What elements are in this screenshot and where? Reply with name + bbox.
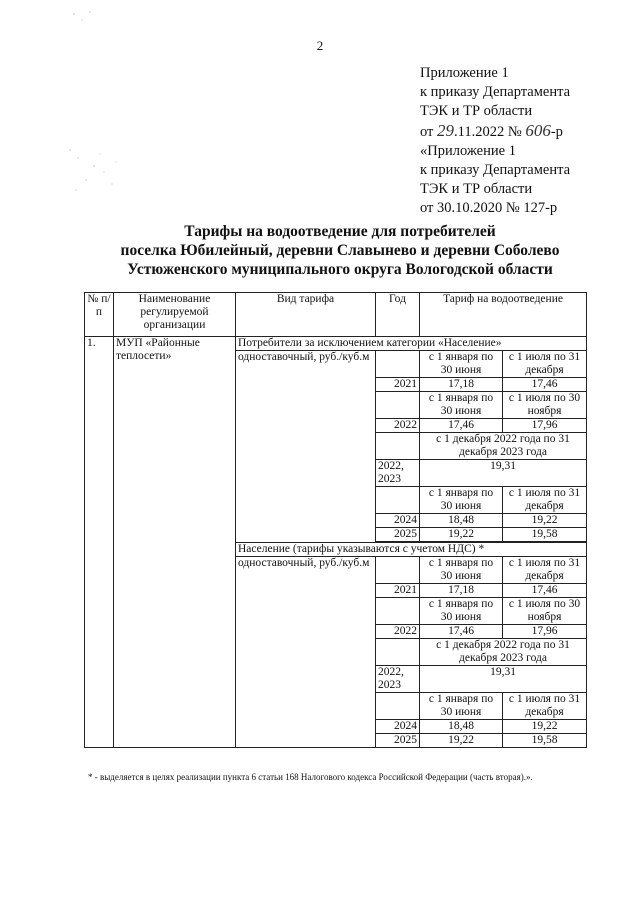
approval-block [420, 64, 570, 218]
period-cell: с 1 января по 30 июня [420, 487, 503, 514]
approval-line-1: Приложение 1 [420, 65, 509, 81]
year-cell [376, 392, 420, 419]
year-cell [376, 351, 420, 378]
approval-line-8: от 30.10.2020 № 127-р [420, 200, 558, 216]
value-cell: 17,18 [420, 584, 503, 598]
approval-order-date-line [420, 121, 570, 142]
value-cell: 19,22 [503, 514, 587, 528]
value-cell: 19,31 [420, 460, 587, 487]
organization-name: МУП «Районные теплосети» [114, 337, 236, 748]
value-cell: 19,58 [503, 528, 587, 542]
document-title [60, 222, 620, 279]
period-cell: с 1 декабря 2022 года по 31 декабря 2023 года [420, 433, 587, 460]
period-cell: с 1 июля по 31 декабря [503, 693, 587, 720]
value-cell: 18,48 [420, 514, 503, 528]
value-cell: 17,46 [503, 584, 587, 598]
tariff-type: одноставочный, руб./куб.м [236, 557, 376, 748]
value-cell: 17,96 [503, 419, 587, 433]
header-year: Год [376, 293, 420, 337]
value-cell: 19,58 [503, 734, 587, 748]
year-cell: 2022 [376, 419, 420, 433]
year-cell [376, 557, 420, 584]
period-cell: с 1 января по 30 июня [420, 351, 503, 378]
scan-noise-decoration [64, 0, 128, 200]
year-cell: 2024 [376, 720, 420, 734]
table-header-row [85, 293, 587, 337]
title-line-1: Тарифы на водоотведение для потребителей [184, 223, 496, 240]
period-cell: с 1 июля по 31 декабря [503, 557, 587, 584]
title-line-2: поселка Юбилейный, деревни Славынево и деревни Соболево [120, 242, 560, 259]
header-num: № п/п [85, 293, 114, 337]
year-cell [376, 598, 420, 625]
period-cell: с 1 июля по 30 ноября [503, 598, 587, 625]
handwritten-order-number: 606 [525, 121, 551, 140]
year-cell: 2025 [376, 528, 420, 542]
value-cell: 19,22 [420, 528, 503, 542]
approval-line-7: ТЭК и ТР области [420, 181, 533, 197]
value-cell: 18,48 [420, 720, 503, 734]
period-cell: с 1 января по 30 июня [420, 693, 503, 720]
approval-line-6: к приказу Департамента [420, 162, 571, 178]
header-organization: Наименование регулируемой организации [114, 293, 236, 337]
year-cell: 2022, 2023 [376, 460, 420, 487]
row-number: 1. [85, 337, 114, 748]
value-cell: 17,96 [503, 625, 587, 639]
value-cell: 17,46 [420, 419, 503, 433]
period-cell: с 1 июля по 30 ноября [503, 392, 587, 419]
year-cell: 2024 [376, 514, 420, 528]
year-cell [376, 487, 420, 514]
footnote: * - выделяется в целях реализации пункта 6 статьи 168 Налогового кодекса Российской Федерации (часть вторая).». [88, 772, 533, 782]
period-cell: с 1 января по 30 июня [420, 598, 503, 625]
approval-date-suffix: -р [550, 124, 563, 140]
approval-line-3: ТЭК и ТР области [420, 103, 533, 119]
header-tariff-type: Вид тарифа [236, 293, 376, 337]
approval-line-5: «Приложение 1 [420, 143, 516, 159]
value-cell: 17,18 [420, 378, 503, 392]
year-cell [376, 433, 420, 460]
value-cell: 19,31 [420, 666, 587, 693]
section-category: Население (тарифы указываются с учетом НДС) * [236, 543, 587, 557]
approval-line-2: к приказу Департамента [420, 84, 571, 100]
table-row [85, 337, 587, 351]
year-cell [376, 639, 420, 666]
period-cell: с 1 июля по 31 декабря [503, 351, 587, 378]
year-cell: 2022, 2023 [376, 666, 420, 693]
year-cell: 2022 [376, 625, 420, 639]
header-tariff: Тариф на водоотведение [420, 293, 587, 337]
value-cell: 17,46 [420, 625, 503, 639]
value-cell: 19,22 [503, 720, 587, 734]
period-cell: с 1 января по 30 июня [420, 557, 503, 584]
year-cell: 2021 [376, 378, 420, 392]
period-cell: с 1 декабря 2022 года по 31 декабря 2023 года [420, 639, 587, 666]
period-cell: с 1 июля по 31 декабря [503, 487, 587, 514]
tariff-type: одноставочный, руб./куб.м [236, 351, 376, 543]
year-cell: 2025 [376, 734, 420, 748]
year-cell: 2021 [376, 584, 420, 598]
page-number: 2 [316, 38, 324, 53]
tariff-table [84, 292, 587, 748]
section-category: Потребители за исключением категории «Население» [236, 337, 587, 351]
tariff-table-container [84, 292, 586, 748]
handwritten-day: 29 [437, 121, 455, 140]
title-line-3: Устюженского муниципального округа Вологодской области [127, 261, 553, 278]
value-cell: 17,46 [503, 378, 587, 392]
year-cell [376, 693, 420, 720]
value-cell: 19,22 [420, 734, 503, 748]
approval-date-mid: .11.2022 № [454, 124, 522, 140]
approval-date-prefix: от [420, 124, 434, 140]
period-cell: с 1 января по 30 июня [420, 392, 503, 419]
